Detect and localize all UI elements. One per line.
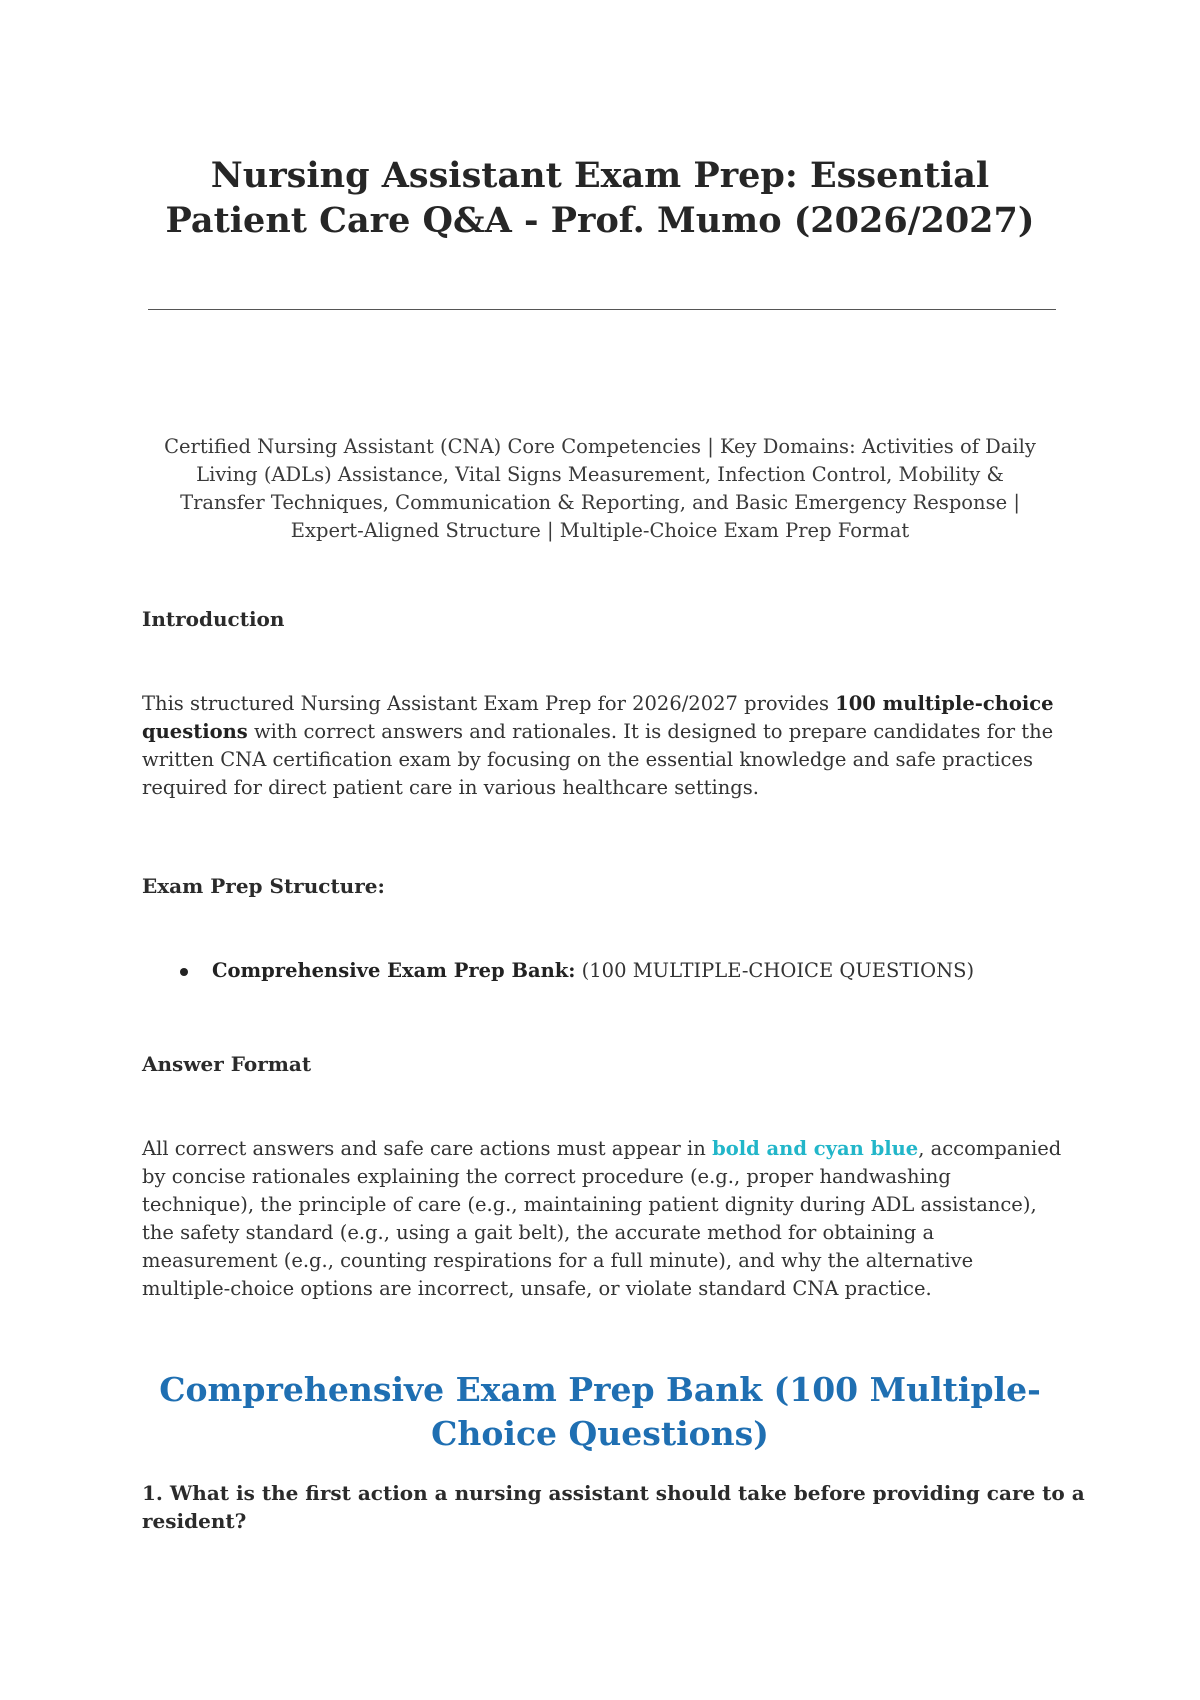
bullet-icon [180, 968, 188, 976]
answer-format-highlight: bold and cyan blue [712, 1137, 919, 1160]
introduction-bold-text: 100 multiple-choice questions [142, 692, 1054, 743]
title-divider [148, 309, 1056, 310]
document-subtitle: Certified Nursing Assistant (CNA) Core Competencies | Key Domains: Activities of Daily Living (ADLs) Assistance, Vital Signs Measurement, Infection Control, Mobility & Transfer Techniques, Communication & Reporting, and Basic Emergency Response | Expert-Aligned Structure | Multiple-Choice Exam Prep Format [164, 435, 1036, 542]
answer-format-heading: Answer Format [142, 1052, 312, 1076]
answer-format-text-end: , accompanied by concise rationales explaining the correct procedure (e.g., proper handwashing technique), the principle of care (e.g., maintaining patient dignity during ADL assistance), the safety standard (e.g., using a gait belt), the accurate method for obtaining a measurement (e.g., counting respirations for a full minute), and why the alternative multiple-choice options are incorrect, unsafe, or violate standard CNA practice. [142, 1137, 1062, 1300]
structure-item-label: Comprehensive Exam Prep Bank: [212, 959, 576, 982]
question-bank-heading: Comprehensive Exam Prep Bank (100 Multiple-Choice Questions) [159, 1370, 1041, 1453]
list-item [142, 957, 1062, 985]
document-title: Nursing Assistant Exam Prep: Essential Patient Care Q&A - Prof. Mumo (2026/2027) [165, 155, 1035, 241]
introduction-heading: Introduction [142, 607, 285, 631]
structure-heading: Exam Prep Structure: [142, 874, 385, 898]
introduction-paragraph [142, 690, 1066, 802]
question-1: 1. What is the first action a nursing assistant should take before providing care to a resident? [142, 1481, 1085, 1533]
answer-format-paragraph [142, 1135, 1066, 1303]
introduction-text-start: This structured Nursing Assistant Exam Prep for 2026/2027 provides [142, 692, 836, 715]
structure-item-detail: (100 MULTIPLE-CHOICE QUESTIONS) [575, 959, 975, 982]
structure-list [142, 957, 1062, 985]
answer-format-text-start: All correct answers and safe care actions must appear in [142, 1137, 713, 1160]
introduction-text-end: with correct answers and rationales. It is designed to prepare candidates for the written CNA certification exam by focusing on the essential knowledge and safe practices required for direct patient care in various healthcare settings. [142, 720, 1054, 799]
